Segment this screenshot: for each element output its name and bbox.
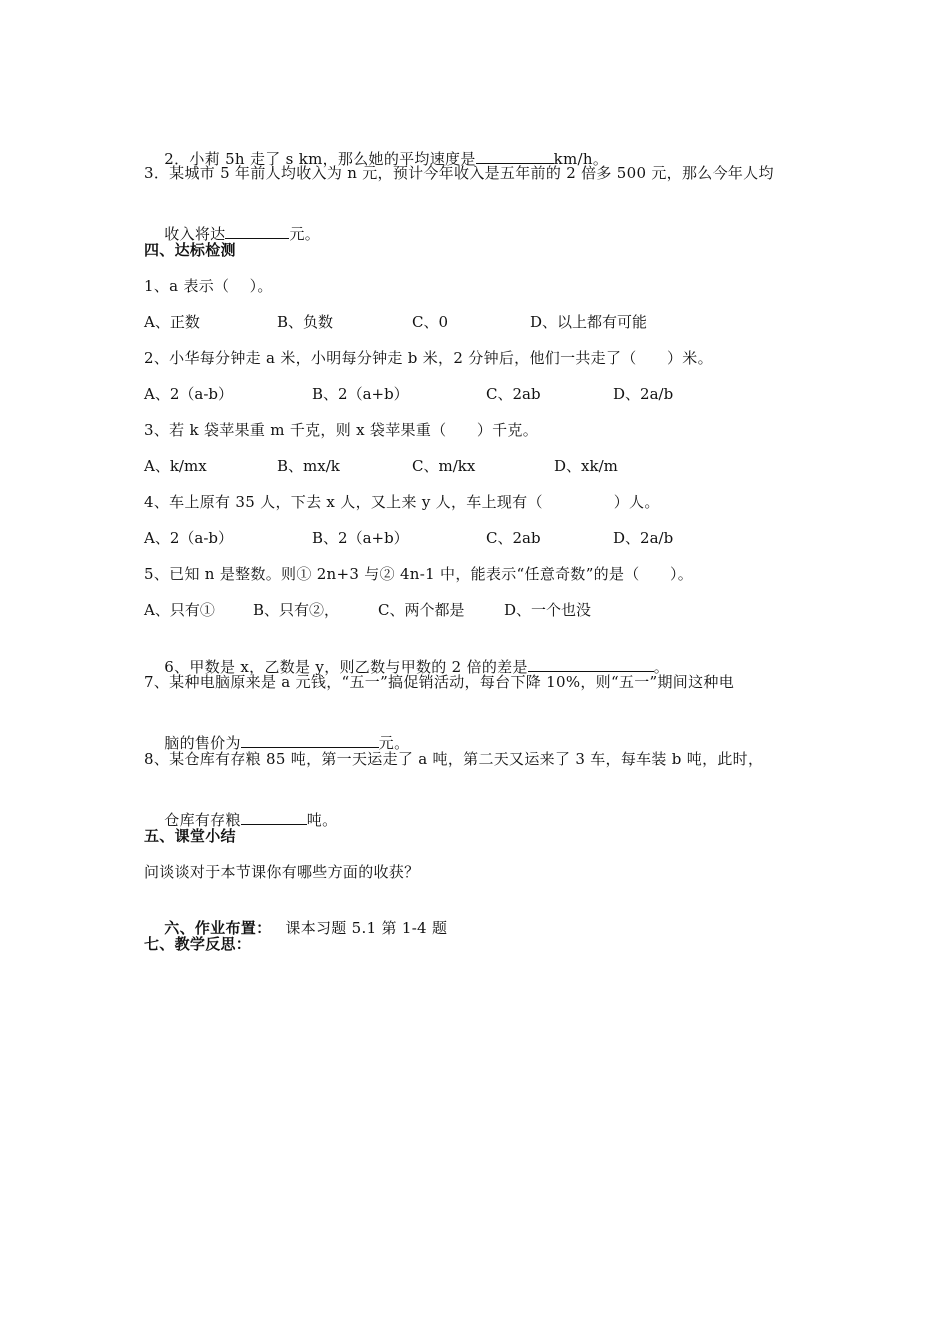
option-c: C、0 (412, 313, 449, 331)
option-b: B、2（a+b） (312, 385, 409, 403)
option-c: C、m/kx (412, 457, 476, 475)
option-b: B、只有②， (253, 601, 340, 619)
question-text: 。 (653, 658, 670, 676)
option-b: B、负数 (277, 313, 334, 331)
section-5-title: 五、课堂小结 (144, 827, 236, 845)
option-c: C、2ab (486, 385, 541, 403)
question-text: km/h。 (553, 150, 609, 168)
question-text: 仓库有存粮 (164, 811, 241, 829)
answer-blank (241, 732, 379, 748)
option-a: A、2（a-b） (144, 529, 233, 547)
option-a: A、2（a-b） (144, 385, 233, 403)
section-4-title: 四、达标检测 (144, 241, 236, 259)
answer-blank (476, 148, 554, 164)
option-b: B、2（a+b） (312, 529, 409, 547)
answer-blank (225, 223, 289, 239)
option-a: A、k/mx (144, 457, 207, 475)
question-3: 3、若 k 袋苹果重 m 千克，则 x 袋苹果重（ ）千克。 (144, 421, 539, 439)
option-d: D、2a/b (613, 529, 674, 547)
option-d: D、一个也没 (504, 601, 592, 619)
question-7-line1: 7、某种电脑原来是 a 元钱，“五一”搞促销活动，每台下降 10%，则“五一”期间这种电 (144, 673, 735, 691)
option-c: C、2ab (486, 529, 541, 547)
question-text: 元。 (289, 225, 321, 243)
question-text: 2．小莉 5h 走了 s km，那么她的平均速度是 (164, 150, 476, 168)
option-b: B、mx/k (277, 457, 340, 475)
question-text: 脑的售价为 (164, 734, 241, 752)
option-c: C、两个都是 (378, 601, 465, 619)
option-a: A、只有① (144, 601, 215, 619)
question-2: 2、小华每分钟走 a 米，小明每分钟走 b 米，2 分钟后，他们一共走了（ ）米。 (144, 349, 713, 367)
option-d: D、xk/m (554, 457, 618, 475)
question-4: 4、车上原有 35 人，下去 x 人，又上来 y 人，车上现有（ ）人。 (144, 493, 660, 511)
question-text: 吨。 (306, 811, 338, 829)
section-6-title: 六、作业布置： (164, 919, 272, 937)
answer-blank (241, 809, 307, 825)
question-8-line1: 8、某仓库有存粮 85 吨，第一天运走了 a 吨，第二天又运来了 3 车，每车装 b 吨，此时， (144, 750, 764, 768)
review-question-3-line1: 3．某城市 5 年前人均收入为 n 元，预计今年收入是五年前的 2 倍多 500 元，那么今年人均 (144, 164, 774, 182)
option-d: D、2a/b (613, 385, 674, 403)
question-1: 1、a 表示（ ）。 (144, 277, 273, 295)
section-6-text: 课本习题 5.1 第 1-4 题 (285, 919, 448, 937)
section-5-text: 问谈谈对于本节课你有哪些方面的收获？ (144, 863, 420, 881)
answer-blank (528, 656, 654, 672)
question-text: 6、甲数是 x，乙数是 y，则乙数与甲数的 2 倍的差是 (164, 658, 528, 676)
option-a: A、正数 (144, 313, 200, 331)
section-7-title: 七、教学反思： (144, 935, 252, 953)
question-text: 收入将达 (164, 225, 226, 243)
question-5: 5、已知 n 是整数。则① 2n+3 与② 4n-1 中，能表示“任意奇数”的是（ ）。 (144, 565, 694, 583)
question-text: 元。 (378, 734, 410, 752)
option-d: D、以上都有可能 (530, 313, 648, 331)
